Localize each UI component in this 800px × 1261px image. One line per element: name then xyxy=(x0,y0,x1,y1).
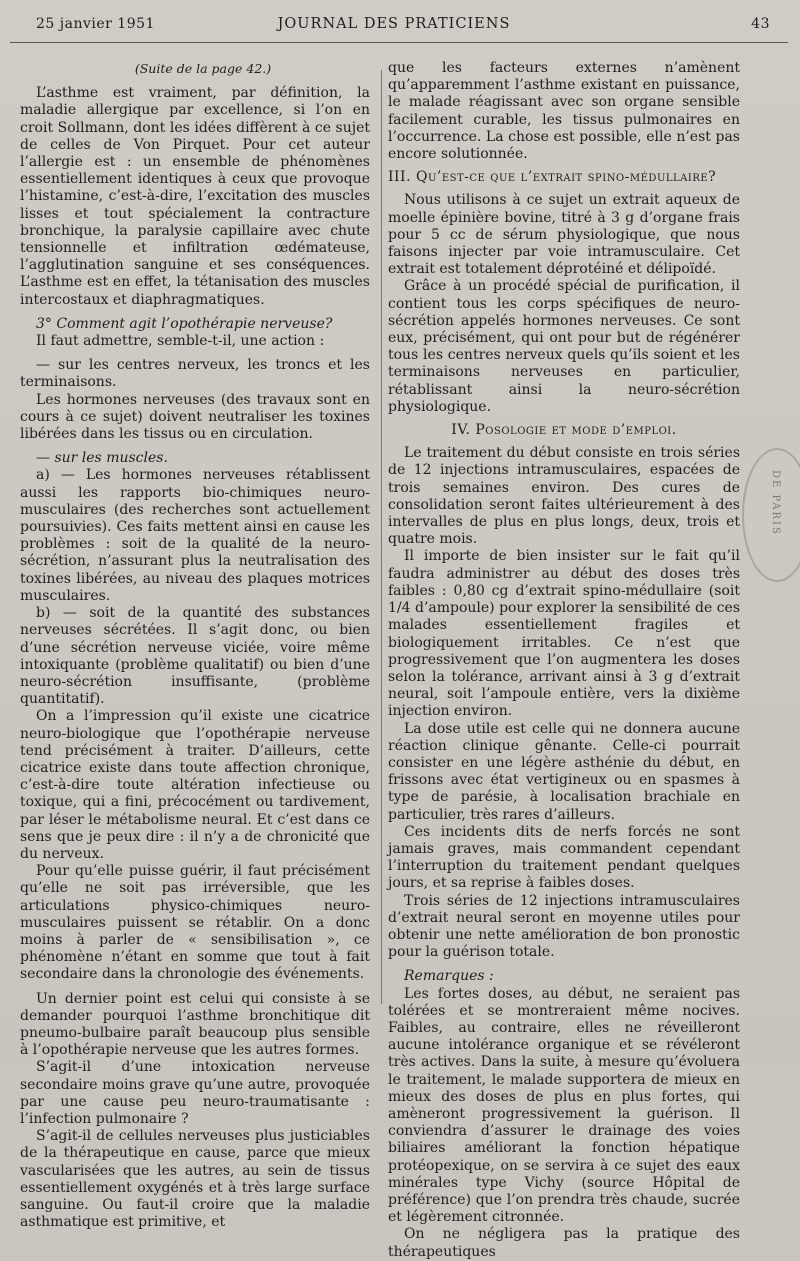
stamp-text: DE PARIS xyxy=(770,470,781,536)
paragraph: Les hormones nerveuses (des travaux sont en cours à ce sujet) doivent neutraliser les toxines libérées dans les tissus ou en circulation. xyxy=(20,391,370,443)
paragraph: L’asthme est vraiment, par définition, la maladie allergique par excellence, si l’on en croit Sollmann, dont les idées diffèrent à ce sujet de celles de Von Pirquet. Pour cet auteur l’allergie est : un ensemble de phénomènes essentiellement identiques à ceux que provoque l’histamine, c’est-à-dire, l’excitation des muscles lisses et tout spécialement la contracture bronchique, la paralysie capillaire avec chute tensionnelle et infiltration œdémateuse, l’agglutination sanguine et ses conséquences. L’asthme est en effet, la tétanisation des muscles intercostaux et diaphragmatiques. xyxy=(20,85,370,308)
paragraph: — sur les muscles. xyxy=(36,450,168,467)
paragraph: S’agit-il d’une intoxication nerveuse secondaire moins grave qu’une autre, provoquée par une cause peu neuro-traumatisante : l’infection pulmonaire ? xyxy=(20,1059,370,1127)
paragraph: La dose utile est celle qui ne donnera aucune réaction clinique gênante. Celle-ci pourrait consister en une légère asthénie du début, en frissons avec état vertigineux ou en spasmes à type de parésie, à localisation brachiale en particulier, très rares d’ailleurs. xyxy=(388,720,740,823)
remarks-label: Remarques : xyxy=(404,968,494,985)
header-rule xyxy=(10,42,788,43)
paragraph: Un dernier point est celui qui consiste à se demander pourquoi l’asthme bronchitique dit pneumo-bulbaire paraît beaucoup plus sensible à l’opothérapie nerveuse que les autres formes. xyxy=(20,990,370,1059)
paragraph: a) — Les hormones nerveuses rétablissent aussi les rapports bio-chimiques neuro-musculaires (des recherches sont actuellement poursuivies). Ces faits mettent ainsi en cause les problèmes : soit de la qualité de la neuro-sécrétion, n’assurant plus la neutralisation des toxines libérées, au niveau des plaques motrices musculaires. xyxy=(20,467,370,604)
subheading: 3° Comment agit l’opothérapie nerveuse? xyxy=(36,315,333,332)
paragraph: Pour qu’elle puisse guérir, il faut précisément qu’elle ne soit pas irréversible, que les articulations physico-chimiques neuro-musculaires puissent se rétablir. On a donc moins à parler de « sensibilisation », ce phénomène n’étant en somme que tout à fait secondaire dans la chronologie des événements. xyxy=(20,863,370,983)
issue-date: 25 janvier 1951 xyxy=(36,16,155,32)
paragraph: que les facteurs externes n’amènent qu’apparemment l’asthme existant en puissance, le malade réagissant avec son organe sensible facilement curable, les tissus pulmonaires en l’occurrence. La chose est possible, elle n’est pas encore solutionnée. xyxy=(388,60,740,163)
section-heading: III. Qu’est-ce que l’extrait spino-médullaire? xyxy=(388,169,717,186)
page-number: 43 xyxy=(751,16,770,32)
paragraph: Nous utilisons à ce sujet un extrait aqueux de moelle épinière bovine, titré à 3 g d’organe frais pour 5 cc de sérum physiologique, que nous faisons injecter par voie intramusculaire. Cet extrait est totalement déprotéiné et délipoïdé. xyxy=(388,192,740,278)
page-header xyxy=(18,12,770,38)
column-divider xyxy=(381,70,382,1004)
paragraph: Ces incidents dits de nerfs forcés ne sont jamais graves, mais commandent cependant l’interruption du traitement pendant quelques jours, et sa reprise à faibles doses. xyxy=(388,823,740,892)
paragraph: Les fortes doses, au début, ne seraient pas tolérées et se montreraient même nocives. Faibles, au contraire, elles ne réveilleront aucune intolérance organique et se révéleront très actives. Dans la suite, à mesure qu’évoluera le traitement, le malade supportera de mieux en mieux des doses de plus en plus fortes, qui amèneront progressivement la guérison. Il conviendra d’assurer le drainage des voies biliaires améliorant la fonction hépatique protéopexique, on se servira à ce sujet des eaux minérales type Vichy (source Hôpital de préférence) que l’on prendra très chaude, sucrée et légèrement citronnée. xyxy=(388,985,740,1226)
paragraph: — sur les centres nerveux, les troncs et les terminaisons. xyxy=(20,357,370,391)
paragraph: b) — soit de la quantité des substances nerveuses sécrétées. Il s’agit donc, ou bien d’une sécrétion nerveuse viciée, voire même intoxiquante (problème qualitatif) ou bien d’une neuro-sécrétion insuffisante, (problème quantitatif). xyxy=(20,605,370,708)
paragraph: Le traitement du début consiste en trois séries de 12 injections intramusculaires, espacées de trois semaines environ. Des cures de consolidation seront faites ultérieurement à des intervalles de plus en plus longs, deux, trois et quatre mois. xyxy=(388,445,740,548)
paragraph: Trois séries de 12 injections intramusculaires d’extrait neural seront en moyenne utiles pour obtenir une nette amélioration de bon pronostic pour la guérison totale. xyxy=(388,892,740,961)
continuation-note: (Suite de la page 42.) xyxy=(134,61,272,76)
left-column xyxy=(20,60,370,1231)
journal-title: JOURNAL DES PRATICIENS xyxy=(277,16,511,32)
paragraph: On a l’impression qu’il existe une cicatrice neuro-biologique que l’opothérapie nerveuse tend précisément à traiter. D’ailleurs, cette cicatrice existe dans toute affection chronique, c’est-à-dire toute altération infectieuse ou toxique, qui a fini, précocément ou tardivement, par léser le métabolisme neural. Et c’est dans ce sens que je peux dire : il n’y a de chronicité que du nerveux. xyxy=(20,708,370,862)
right-column xyxy=(388,60,740,1261)
section-heading: IV. Posologie et mode d’emploi. xyxy=(451,422,677,439)
paragraph: On ne négligera pas la pratique des thérapeutiques xyxy=(388,1226,740,1260)
paragraph: Grâce à un procédé spécial de purification, il contient tous les corps spécifiques de neuro-sécrétion appelés hormones nerveuses. Ce sont eux, précisément, qui ont pour but de régénérer tous les centres nerveux quels qu’ils soient et les terminaisons nerveuses en particulier, rétablissant ainsi la neuro-sécrétion physiologique. xyxy=(388,278,740,415)
paragraph: Il faut admettre, semble-t-il, une action : xyxy=(36,333,325,350)
paragraph: S’agit-il de cellules nerveuses plus justiciables de la thérapeutique en cause, parce que mieux vascularisées que les autres, au sein de tissus essentiellement oxygénés et à très large surface sanguine. Ou faut-il croire que la maladie asthmatique est primitive, et xyxy=(20,1128,370,1231)
paragraph: Il importe de bien insister sur le fait qu’il faudra administrer au début des doses très faibles : 0,80 cg d’extrait spino-médullaire (soit 1/4 d’ampoule) pour explorer la sensibilité de ces malades essentiellement fragiles et biologiquement irritables. Ce n’est que progressivement que l’on augmentera les doses selon la tolérance, arrivant ainsi à 3 g d’extrait neural, soit l’ampoule entière, vers la dixième injection environ. xyxy=(388,548,741,720)
